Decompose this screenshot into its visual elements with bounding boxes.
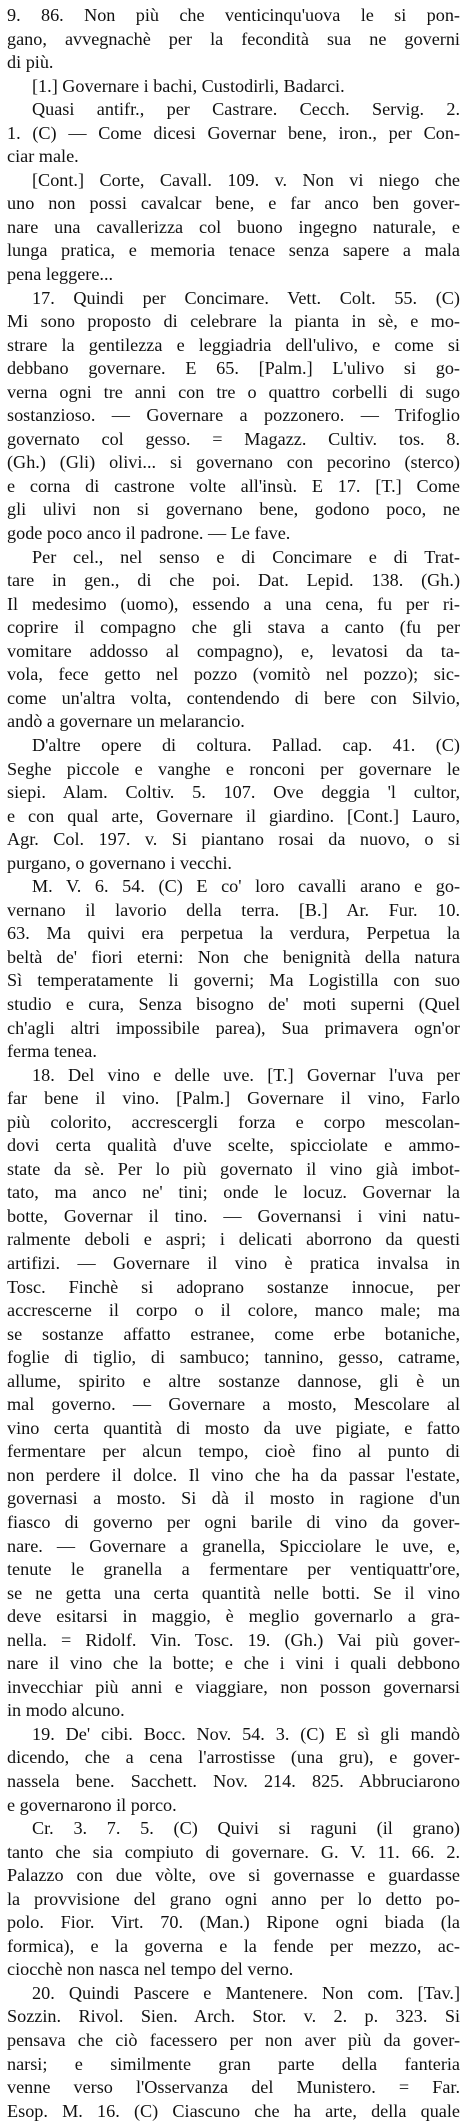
text-line: in modo alcuno.	[7, 1700, 125, 1721]
text-line: 1. (C) — Come dicesi Governar bene, iron., per Con-	[7, 122, 460, 143]
text-line: Sozzin. Rivol. Sien. Arch. Stor. v. 2. p. 323. Si	[7, 2006, 460, 2027]
text-line: venne verso l'Osservanza del Munistero. = Far.	[7, 2077, 460, 2098]
text-line: beltà de' fiori eterni: Non che benignità della natura	[7, 946, 460, 967]
text-line: Il medesimo (uomo), essendo a una cena, fu per ri-	[7, 593, 460, 614]
text-line: polo. Fior. Virt. 70. (Man.) Ripone ogni biada (la	[7, 1912, 460, 1933]
text-line: dicendo, che a cena l'arrostisse (una gru), e gover-	[7, 1747, 460, 1768]
text-line: far bene il vino. [Palm.] Governare il vino, Farlo	[7, 1088, 460, 1109]
text-line: coprire il compagno che gli stava a canto (fu per	[7, 617, 460, 638]
text-line: vola, fece getto nel pozzo (vomitò nel pozzo); sic-	[7, 664, 460, 685]
text-line: se sostanze affatto estranee, come erbe botaniche,	[7, 1323, 460, 1344]
text-line: tare in gen., di che poi. Dat. Lepid. 138. (Gh.)	[7, 570, 460, 591]
text-line: ralmente deboli e aspri; i delicati aborrono da questi	[7, 1229, 460, 1250]
text-line: 20. Quindi Pascere e Mantenere. Non com. [Tav.]	[32, 1982, 460, 2003]
text-line: pena leggere...	[7, 264, 114, 285]
text-line: 9. 86. Non più che venticinqu'uova le si pon-	[7, 5, 460, 25]
text-line: tenute le granella a fermentare per ventiquattr'ore,	[7, 1559, 460, 1580]
text-line: Sì temperatamente li governi; Ma Logistilla con suo	[7, 970, 460, 991]
text-line: nare il vino che la botte; e che i vini i quali debbono	[7, 1653, 460, 1674]
text-line: formica), e la governa e la fende per mezzo, ac-	[7, 1935, 460, 1956]
text-line: (Gh.) (Gli) olivi... si governano con pecorino (sterco)	[7, 452, 460, 473]
text-line: ciocchè non nasca nel tempo del verno.	[7, 1959, 294, 1980]
text-line: debbano governare. E 65. [Palm.] L'ulivo si go-	[7, 358, 460, 379]
text-line: 19. De' cibi. Bocc. Nov. 54. 3. (C) E sì gli mandò	[32, 1723, 460, 1744]
text-line: M. V. 6. 54. (C) E co' loro cavalli arano e go-	[32, 876, 460, 897]
text-line: foglie di tiglio, di sambuco; tannino, gesso, catrame,	[7, 1347, 460, 1368]
text-line: Mi sono proposto di celebrare la pianta in sè, e mo-	[7, 311, 460, 332]
text-line: D'altre opere di coltura. Pallad. cap. 41. (C)	[32, 734, 460, 755]
text-line: siepi. Alam. Coltiv. 5. 107. Ove deggia 'l cultor,	[7, 782, 460, 803]
text-line: fiasco di governo per ogni barile di vino da gover-	[7, 1512, 460, 1532]
text-line: e governarono il porco.	[7, 1794, 177, 1815]
text-line: gli ulivi non si governano bene, godono poco, ne	[7, 499, 460, 520]
text-line: state da sè. Per lo più governato il vino già imbot-	[7, 1158, 460, 1179]
text-line: narsi; e similmente gran parte della fanteria	[7, 2053, 460, 2074]
text-line: 18. Del vino e delle uve. [T.] Governar l'uva per	[32, 1064, 460, 1085]
text-line: sostanzioso. — Governare a pozzonero. — Trifoglio	[7, 405, 460, 426]
text-line: non perdere il dolce. Il vino che ha da passar l'estate,	[7, 1464, 460, 1485]
text-line: gano, avvegnachè per la fecondità sua ne governi	[7, 28, 460, 49]
text-line: gode poco anco il padrone. — Le fave.	[7, 523, 291, 544]
text-line: Esop. M. 16. (C) Ciascuno che ha arte, della quale	[7, 2100, 460, 2121]
text-line: come un'altra volta, contendendo di bere con Silvio,	[7, 687, 460, 708]
text-line: Cr. 3. 7. 5. (C) Quivi si raguni (il grano)	[32, 1818, 460, 1839]
text-line: governasi a mosto. Si dà il mosto in ragione d'un	[7, 1488, 460, 1509]
text-line: vernano il lavorio della terra. [B.] Ar. Fur. 10.	[7, 899, 460, 920]
text-line: ch'agli altri impossibile parea), Sua primavera ogn'or	[7, 1017, 460, 1038]
text-line: verna ogni tre anni con tre o quattro corbelli di sugo	[7, 381, 460, 402]
text-line: allume, spirito e altre sostanze dannose, gli è un	[7, 1370, 460, 1391]
text-line: ciar male.	[7, 146, 79, 167]
text-line: deve esitarsi in maggio, è meglio governarlo a gra-	[7, 1606, 460, 1627]
text-line: [Cont.] Corte, Cavall. 109. v. Non vi niego che	[32, 169, 460, 190]
text-line: 63. Ma quivi era perpetua la verdura, Perpetua la	[7, 923, 460, 944]
text-line: purgano, o governano i vecchi.	[7, 852, 232, 873]
text-line: andò a governare un melarancio.	[7, 711, 245, 732]
text-line: più colorito, accrescergli forza e corpo mescolan-	[7, 1111, 460, 1132]
text-line: Seghe piccole e vanghe e ronconi per governare le	[7, 758, 460, 779]
text-line: tanto che sia compiuto di governare. G. V. 11. 66. 2.	[7, 1841, 460, 1862]
text-line: botte, Governar il tino. — Governansi i vini natu-	[7, 1205, 460, 1226]
text-line: lunga pratica, e memoria tenace senza sapere a mala	[7, 240, 460, 261]
text-line: nare una cavallerizza col buono ingegno naturale, e	[7, 216, 460, 237]
text-line: uno non possi cavalcar bene, e far anco ben gover-	[7, 193, 460, 214]
text-line: accrescerne il corpo o il colore, manco male; ma	[7, 1300, 460, 1321]
text-line: studio e cura, Senza bisogno de' moti superni (Quel	[7, 993, 460, 1014]
text-line: Palazzo con due vòlte, ove si governasse e guardasse	[7, 1865, 460, 1886]
text-line: se ne getta una certa quantità nelle botti. Se il vino	[7, 1582, 460, 1603]
text-line: dovi certa qualità d'uve scelte, spicciolate e ammo-	[7, 1135, 460, 1156]
text-line: nare. — Governare a granella, Spicciolare le uve, e,	[7, 1535, 460, 1556]
text-line: governato col gesso. = Magazz. Cultiv. tos. 8.	[7, 428, 460, 449]
text-line: di più.	[7, 52, 54, 73]
text-line: Agr. Col. 197. v. Si piantano rosai da nuovo, o si	[7, 829, 460, 850]
text-line: vino certa quantità di mosto da uve pigiate, e fatto	[7, 1417, 460, 1438]
text-line: vomitare addosso al compagno), e, levatosi da ta-	[7, 640, 460, 661]
text-line: Quasi antifr., per Castrare. Cecch. Servig. 2.	[32, 99, 460, 120]
text-line: e con qual arte, Governare il giardino. [Cont.] Lauro,	[7, 805, 460, 826]
text-line: invecchiar più anni e viaggiare, non posson governarsi	[7, 1676, 460, 1697]
text-line: la provvisione del grano ogni anno per lo detto po-	[7, 1888, 460, 1909]
text-line: Tosc. Finchè si adoprano sostanze innocue, per	[7, 1276, 460, 1297]
text-line: strare la gentilezza e leggiadria dell'ulivo, e come si	[7, 334, 460, 355]
text-line: e corna di castrone volte all'insù. E 17. [T.] Come	[7, 475, 460, 496]
text-line: nella. = Ridolf. Vin. Tosc. 19. (Gh.) Vai più gover-	[7, 1629, 460, 1650]
text-line: artifizi. — Governare il vino è pratica invalsa in	[7, 1252, 460, 1273]
text-line: fermentare per alcun tempo, cioè fino al punto di	[7, 1441, 460, 1462]
text-line: mal governo. — Governare a mosto, Mescolare al	[7, 1394, 460, 1415]
text-line: nassela bene. Sacchett. Nov. 214. 825. Abbruciarono	[7, 1771, 460, 1792]
text-line: pensava che ciò facessero per non aver più da gover-	[7, 2030, 460, 2051]
text-line: tato, ma anco ne' tini; onde le locuz. Governar la	[7, 1182, 460, 1203]
text-line: 17. Quindi per Concimare. Vett. Colt. 55. (C)	[32, 287, 460, 308]
text-line: Per cel., nel senso e di Concimare e di Trat-	[32, 546, 460, 567]
text-line: ferma tenea.	[7, 1041, 97, 1062]
text-line: [1.] Governare i bachi, Custodirli, Badarci.	[32, 75, 345, 96]
